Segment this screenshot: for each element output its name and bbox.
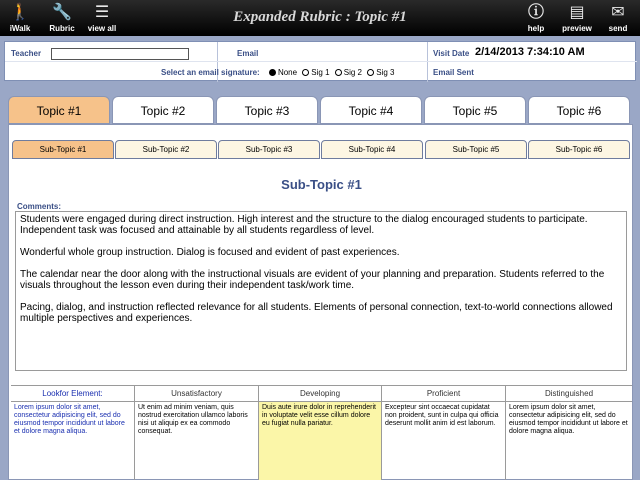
divider [427, 42, 428, 82]
topic-tabs [8, 96, 633, 124]
help-label: help [527, 24, 545, 33]
preview-button[interactable] [557, 2, 597, 35]
subtopic-tabs [12, 140, 632, 159]
signature-option-label: Sig 2 [343, 68, 362, 77]
iwalk-button[interactable] [0, 2, 40, 35]
document-icon: ▤ [569, 4, 585, 21]
comments-textarea[interactable] [15, 211, 627, 371]
rubric-column-unsatisfactory[interactable] [135, 386, 259, 480]
mail-icon: ✉ [611, 4, 625, 21]
email-sent-label: Email Sent [433, 68, 474, 77]
signature-option-label: None [277, 68, 298, 77]
signature-selector [161, 68, 394, 77]
comment-paragraph: Wonderful whole group instruction. Dialog is focused and evident of past experiences. [20, 247, 400, 258]
view-all-button[interactable] [82, 2, 122, 35]
email-label: Email [237, 49, 259, 58]
tab-topic-3[interactable]: Topic #3 [216, 96, 318, 124]
view-all-label: view all [87, 24, 117, 33]
teacher-label: Teacher [11, 49, 42, 58]
rubric-header: Lookfor Element: [11, 386, 134, 402]
rubric-cell[interactable]: Ut enim ad minim veniam, quis nostrud exercitation ullamco laboris nisi ut aliquip ex ea commodo consequat. [138, 404, 248, 435]
rubric-header: Proficient [382, 386, 505, 402]
tab-topic-2[interactable]: Topic #2 [112, 96, 214, 124]
tab-topic-5[interactable]: Topic #5 [424, 96, 526, 124]
rubric-column-distinguished[interactable] [506, 386, 632, 480]
send-label: send [608, 24, 628, 33]
tab-subtopic-5[interactable]: Sub-Topic #5 [425, 140, 527, 159]
signature-option-none[interactable] [266, 68, 297, 77]
list-icon: ☰ [94, 4, 110, 21]
rubric-column-proficient[interactable] [382, 386, 506, 480]
signature-label: Select an email signature: [161, 68, 260, 77]
divider [5, 61, 637, 62]
comment-paragraph: Students were engaged during direct instruction. High interest and the structure to the dialog encouraged students to participate. Independent task was focused and attainable by all students regardless of level. [20, 214, 588, 236]
topic-panel [8, 124, 633, 480]
rubric-cell[interactable]: Lorem ipsum dolor sit amet, consectetur adipisicing elit, sed do eiusmod tempor incididunt ut labore et dolore magna aliqua. [509, 404, 628, 435]
signature-option-sig3[interactable] [364, 68, 394, 77]
teacher-input[interactable] [51, 48, 189, 60]
signature-option-label: Sig 1 [311, 68, 330, 77]
tab-subtopic-1[interactable]: Sub-Topic #1 [12, 140, 114, 159]
comments-label: Comments: [17, 202, 62, 211]
rubric-header: Unsatisfactory [135, 386, 258, 402]
radio-icon [302, 69, 309, 76]
visit-date-value: 2/14/2013 7:34:10 AM [475, 46, 585, 58]
rubric-cell: Lorem ipsum dolor sit amet, consectetur adipisicing elit, sed do eiusmod tempor incididunt ut labore et dolore magna aliqua. [14, 404, 125, 435]
page-title: Expanded Rubric : Topic #1 [233, 9, 407, 25]
rubric-button[interactable] [42, 2, 82, 35]
radio-icon [367, 69, 374, 76]
tab-subtopic-2[interactable]: Sub-Topic #2 [115, 140, 217, 159]
rubric-cell[interactable]: Excepteur sint occaecat cupidatat non proident, sunt in culpa qui officia deserunt mollit anim id est laborum. [385, 404, 499, 427]
top-toolbar [0, 0, 640, 36]
info-icon: ⓘ [527, 4, 544, 21]
signature-option-label: Sig 3 [376, 68, 395, 77]
rubric-header: Distinguished [506, 386, 632, 402]
tab-topic-4[interactable]: Topic #4 [320, 96, 422, 124]
send-button[interactable] [598, 2, 638, 35]
walker-icon: 🚶 [10, 4, 30, 21]
comment-paragraph: The calendar near the door along with the instructional visuals are evident of your planning and preparation. Students referred to the visuals throughout the lesson even during their independent task/work time. [20, 269, 605, 291]
iwalk-label: iWalk [9, 24, 31, 33]
radio-icon [335, 69, 342, 76]
rubric-column-developing[interactable] [259, 386, 382, 480]
tab-subtopic-3[interactable]: Sub-Topic #3 [218, 140, 320, 159]
rubric-header: Developing [259, 386, 381, 402]
signature-option-sig1[interactable] [299, 68, 329, 77]
preview-label: preview [562, 24, 592, 33]
help-button[interactable] [516, 2, 556, 35]
rubric-column-lookfor [11, 386, 135, 480]
tab-topic-6[interactable]: Topic #6 [528, 96, 630, 124]
rubric-label: Rubric [49, 24, 75, 33]
tab-subtopic-6[interactable]: Sub-Topic #6 [528, 140, 630, 159]
rubric-cell-selected[interactable]: Duis aute irure dolor in reprehenderit in voluptate velit esse cillum dolore eu fugiat nulla pariatur. [259, 402, 381, 480]
tab-topic-1[interactable]: Topic #1 [8, 96, 110, 124]
comment-paragraph: Pacing, dialog, and instruction reflected relevance for all students. Elements of personal connection, text-to-world connections allowed multiple perspectives and experiences. [20, 302, 613, 324]
wrench-icon: 🔧 [52, 4, 72, 21]
tab-subtopic-4[interactable]: Sub-Topic #4 [321, 140, 423, 159]
rubric-table [11, 385, 632, 480]
signature-option-sig2[interactable] [332, 68, 362, 77]
visit-date-label: Visit Date [433, 49, 470, 58]
visit-header [4, 41, 636, 81]
subtopic-heading: Sub-Topic #1 [281, 177, 362, 192]
radio-selected-icon [269, 69, 276, 76]
